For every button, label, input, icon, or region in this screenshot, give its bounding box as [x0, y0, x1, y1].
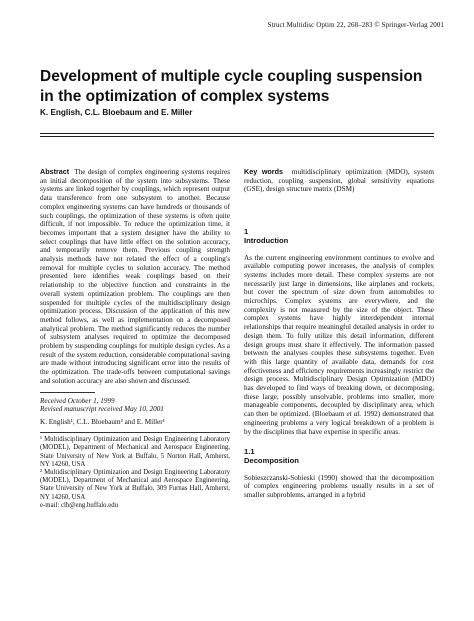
abstract-paragraph [40, 168, 230, 386]
introduction-text-b: 1992) demonstrated that engineering problems a very logical breakdown of a problem is by the disciplines that have expertise in specific areas. [244, 410, 434, 436]
revised-date: Revised manuscript received May 10, 2001 [40, 405, 164, 414]
section-1-1-number: 1.1 [244, 447, 255, 457]
section-1-title: Introduction [244, 235, 289, 245]
footnotes [40, 436, 230, 510]
right-column [244, 168, 434, 500]
footnote-2: ² Multidisciplinary Optimization and Design Engineering Laboratory (MODEL), Department of Mechanical and Aerospace Engineering, State University of New York at Buffalo, 309 Furnas Hall, Amherst, NY 14260, USA [40, 469, 230, 501]
left-column [40, 168, 230, 510]
keywords-text: multidisciplinary optimization (MDO), system reduction, coupling suspension, global sensitivity equations (GSE), design structure matrix (DSM) [244, 168, 434, 194]
author-affiliation-line: K. English¹, C.L. Bloebaum² and E. Miller¹ [40, 417, 165, 426]
keywords-paragraph [244, 168, 434, 194]
received-divider [40, 392, 95, 393]
abstract-label: Abstract [40, 167, 70, 176]
paper-title: Development of multiple cycle coupling suspension in the optimization of complex systems [40, 68, 423, 105]
footnote-email: e-mail: clb@eng.buffalo.edu [40, 501, 119, 509]
footnote-1: ¹ Multidisciplinary Optimization and Design Engineering Laboratory (MODEL), Department of Mechanical and Aerospace Engineering, State University of New York at Buffalo, 5 Norton Hall, Amherst, NY 14260, USA [40, 436, 230, 468]
footnote-divider [40, 432, 230, 433]
decomposition-paragraph: Sobieszczanski-Sobieski (1990) showed that the decomposition of complex engineering problems usually results in a set of smaller subproblems, arranged in a hybrid [244, 473, 434, 500]
title-divider-top [40, 133, 434, 134]
title-divider-bottom [40, 136, 434, 137]
author-list: K. English, C.L. Bloebaum and E. Miller [40, 108, 193, 117]
introduction-et-al: et al. [346, 410, 362, 419]
received-date: Received October 1, 1999 [40, 396, 115, 405]
introduction-paragraph [244, 254, 434, 437]
section-1-number: 1 [244, 227, 249, 237]
keywords-label: Key words [244, 167, 283, 176]
introduction-text-a: As the current engineering environment continues to evolve and available computing power increases, the analysis of complex systems includes more detail. These complex systems are not necessarily just large in dimensions, like airplanes and rockets, but cover the spectrum of size down from automobiles to microchips. Complex systems are everywhere, and the complexity is not measured by the size of the object. These complex systems have highly interdependent internal relationships that require meaningful detailed analysis in order to design them. To fully utilize this detail information, different design groups must share it effectively. The information passed between the analyses couples these subsystems together. Even with this large quantity of available data, demands for cost effectiveness and efficiency requirements increasingly restrict the design process. Multidisciplinary Design Optimization (MDO) has developed to find ways of breaking down, or decomposing, these large, possibly unsolvable, problems into smaller, more manageable components, decoupled by disciplinary area, which can then be optimized. (Bloebaum [244, 253, 434, 419]
section-1-1-title: Decomposition [244, 455, 299, 465]
journal-header: Struct Multidisc Optim 22, 268–283 © Springer-Verlag 2001 [267, 21, 444, 29]
abstract-text: The design of complex engineering systems requires an initial decomposition of the system into subsystems. These systems are linked together by couplings, which represent output data transference from one subsystem to another. Because complex engineering systems can have hundreds or thousands of such couplings, the optimization of these systems is often quite difficult, if not impossible. To reduce the optimization time, it becomes important that a system designer have the ability to select couplings that have little effect on the solution accuracy, and temporarily remove them. Previous coupling strength analysis methods have not related the effect of a coupling's removal for multiple cycles to solution accuracy. The method presented here identifies weak couplings based on their relationship to the objective function and constraints in the overall system optimization problem. The couplings are then suspended for multiple cycles of the multidisciplinary design optimization process. Discussion of the application of this new method follows, as well as implementation on a decomposed analytical problem. The method significantly reduces the number of subsystem analyses required to optimize the decomposed problem by suspending couplings for multiple design cycles. As a result of the system reduction, considerable computational saving are made without introducing significant error into the results of the optimization. The trade-offs between computational savings and solution accuracy are also shown and discussed. [40, 168, 230, 385]
